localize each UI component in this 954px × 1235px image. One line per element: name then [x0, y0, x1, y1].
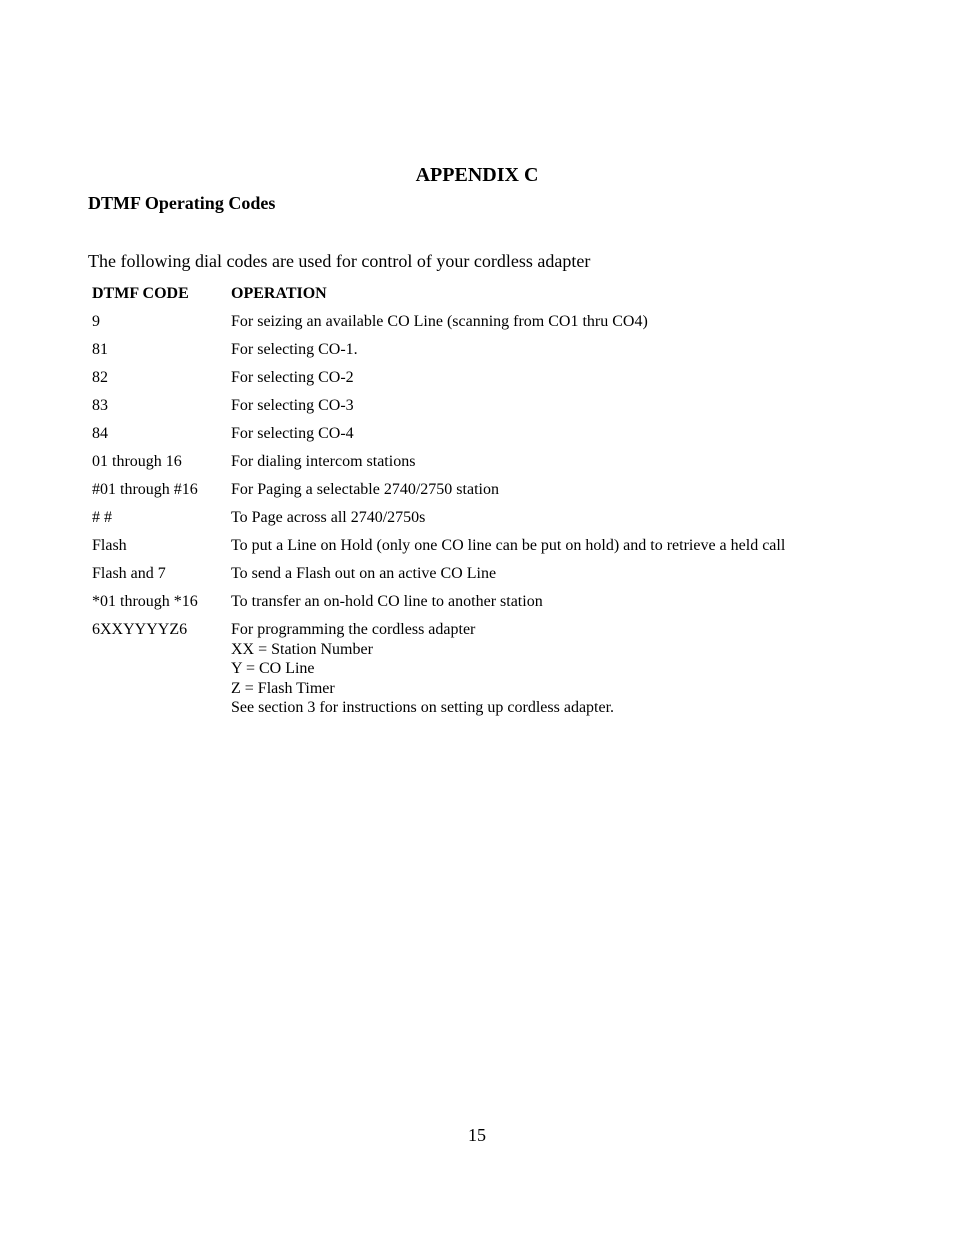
table-row — [88, 420, 789, 448]
operation-line: For selecting CO-1. — [231, 341, 358, 358]
operation-line: To transfer an on-hold CO line to another station — [231, 593, 543, 610]
table-header-row — [88, 280, 789, 308]
table-row — [88, 392, 789, 420]
dtmf-code-cell: *01 through *16 — [92, 593, 198, 610]
operation-line: To put a Line on Hold (only one CO line can be put on hold) and to retrieve a held call — [231, 537, 786, 554]
dtmf-codes-table — [88, 280, 789, 722]
operation-cell — [227, 504, 789, 532]
header-operation: OPERATION — [231, 285, 327, 302]
table-row — [88, 560, 789, 588]
dtmf-code-cell: Flash and 7 — [92, 565, 166, 582]
operation-line: For selecting CO-3 — [231, 397, 354, 414]
intro-paragraph: The following dial codes are used for control of your cordless adapter — [88, 251, 591, 271]
dtmf-code-cell: 82 — [92, 369, 108, 386]
dtmf-code-cell: 84 — [92, 425, 108, 442]
dtmf-code-cell: #01 through #16 — [92, 481, 198, 498]
operation-line: For Paging a selectable 2740/2750 station — [231, 481, 499, 498]
operation-cell — [227, 560, 789, 588]
dtmf-code-cell: Flash — [92, 537, 127, 554]
operation-line: For programming the cordless adapter — [231, 621, 476, 638]
operation-cell — [227, 420, 789, 448]
operation-cell — [227, 616, 789, 722]
operation-line: For dialing intercom stations — [231, 453, 416, 470]
dtmf-code-cell: 81 — [92, 341, 108, 358]
page-number: 15 — [468, 1125, 486, 1145]
table-row — [88, 588, 789, 616]
dtmf-code-cell: 01 through 16 — [92, 453, 182, 470]
operation-cell — [227, 532, 789, 560]
table-row — [88, 532, 789, 560]
operation-cell — [227, 476, 789, 504]
operation-cell — [227, 308, 789, 336]
header-dtmf-code: DTMF CODE — [92, 285, 189, 302]
dtmf-code-cell: # # — [92, 509, 112, 526]
operation-line: For seizing an available CO Line (scanning from CO1 thru CO4) — [231, 313, 648, 330]
table-row — [88, 504, 789, 532]
operation-line: See section 3 for instructions on setting up cordless adapter. — [231, 699, 615, 716]
table-row — [88, 476, 789, 504]
operation-line: XX = Station Number — [231, 640, 373, 658]
dtmf-code-cell: 6XXYYYYZ6 — [92, 621, 188, 638]
operation-cell — [227, 448, 789, 476]
operation-line: For selecting CO-2 — [231, 369, 354, 386]
operation-line: Z = Flash Timer — [231, 679, 335, 697]
dtmf-code-cell: 83 — [92, 397, 108, 414]
page-title: APPENDIX C — [415, 164, 539, 186]
operation-cell — [227, 336, 789, 364]
table-row — [88, 336, 789, 364]
operation-line: Y = CO Line — [231, 660, 315, 677]
operation-cell — [227, 364, 789, 392]
operation-line: For selecting CO-4 — [231, 425, 354, 442]
table-row — [88, 448, 789, 476]
operation-cell — [227, 588, 789, 616]
dtmf-code-cell: 9 — [92, 313, 100, 330]
operation-cell — [227, 392, 789, 420]
operation-line: To send a Flash out on an active CO Line — [231, 565, 497, 582]
operation-line: To Page across all 2740/2750s — [231, 509, 426, 526]
section-heading: DTMF Operating Codes — [88, 193, 276, 213]
table-row — [88, 364, 789, 392]
table-row — [88, 616, 789, 722]
table-row — [88, 308, 789, 336]
table-body — [88, 308, 789, 722]
